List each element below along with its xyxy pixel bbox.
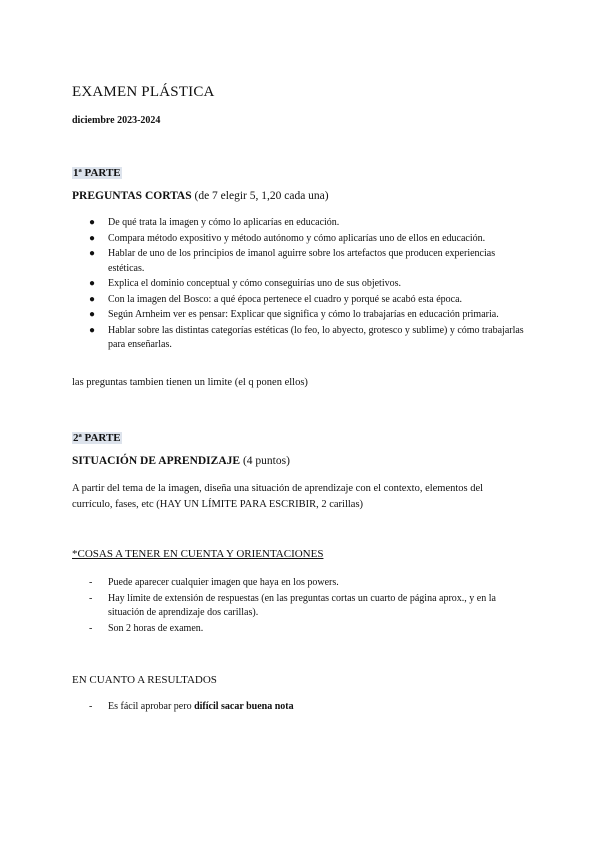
part2-text: A partir del tema de la imagen, diseña una situación de aprendizaje con el contexto, elementos del currículo, fases, etc (HAY UN LÍMITE PARA ESCRIBIR, 2 carillas) [72,483,484,510]
list-item: ● Compara método expositivo y método autónomo y cómo aplicarías uno de ellos en educación. [72,232,532,247]
list-item: - Son 2 horas de examen. [72,622,532,637]
list-item: ● Explica el dominio conceptual y cómo conseguirías uno de sus objetivos. [72,277,532,292]
list-item: ● Con la imagen del Bosco: a qué época pertenece el cuadro y porqué se acabó esta época. [72,293,532,308]
part1-heading-rest: (de 7 elegir 5, 1,20 cada una) [191,190,329,202]
part2-label-wrap [72,428,122,446]
results-heading: EN CUANTO A RESULTADOS [72,674,217,686]
bullet-icon: ● [89,278,96,289]
list-item: ● Hablar de uno de los principios de imanol aguirre sobre los artefactos que producen experiencias estéticas. [89,248,496,274]
bullet-icon: ● [89,309,96,320]
document-subtitle: diciembre 2023-2024 [72,115,161,126]
results-item-bold: difícil sacar buena nota [194,701,294,712]
tips-heading: *COSAS A TENER EN CUENTA Y ORIENTACIONES [72,548,324,560]
part1-label: 1ª PARTE [73,167,121,179]
part1-heading-bold: PREGUNTAS CORTAS [72,190,192,202]
dash-icon: - [89,592,93,604]
tips-list [72,576,532,637]
document-title: EXAMEN PLÁSTICA [72,84,215,100]
part2-heading-bold: SITUACIÓN DE APRENDIZAJE [72,455,241,467]
list-item: - Puede aparecer cualquier imagen que haya en los powers. [72,576,532,591]
part2-heading-rest: (4 puntos) [240,455,290,467]
list-item: - Es fácil aprobar pero difícil sacar buena nota [72,700,532,715]
part2-heading [72,455,290,467]
list-item: - Hay límite de extensión de respuestas (en las preguntas cortas un cuarto de página aprox., y en la situación de aprendizaje dos carillas). [89,592,496,618]
bullet-icon: ● [89,232,96,244]
short-questions-list [72,216,532,354]
dash-icon: - [89,577,93,588]
bullet-icon: ● [89,248,96,259]
list-item: ● De qué trata la imagen y cómo lo aplicarías en educación. [72,216,532,231]
bullet-icon: ● [89,293,96,305]
dash-icon: - [89,701,93,712]
bullet-icon: ● [89,217,96,228]
dash-icon: - [89,622,93,634]
part1-heading [72,190,329,202]
list-item: ● Hablar sobre las distintas categorías estéticas (lo feo, lo abyecto, grotesco y sublime) y cómo trabajarlas para enseñarlas. [89,324,524,350]
part1-note: las preguntas tambien tienen un limite (el q ponen ellos) [72,377,308,388]
part2-label: 2ª PARTE [73,432,121,444]
list-item: ● Según Arnheim ver es pensar: Explicar que significa y cómo lo trabajarías en educación primaria. [72,308,532,323]
part1-label-wrap [72,163,122,181]
bullet-icon: ● [89,324,96,336]
results-list [72,700,532,716]
